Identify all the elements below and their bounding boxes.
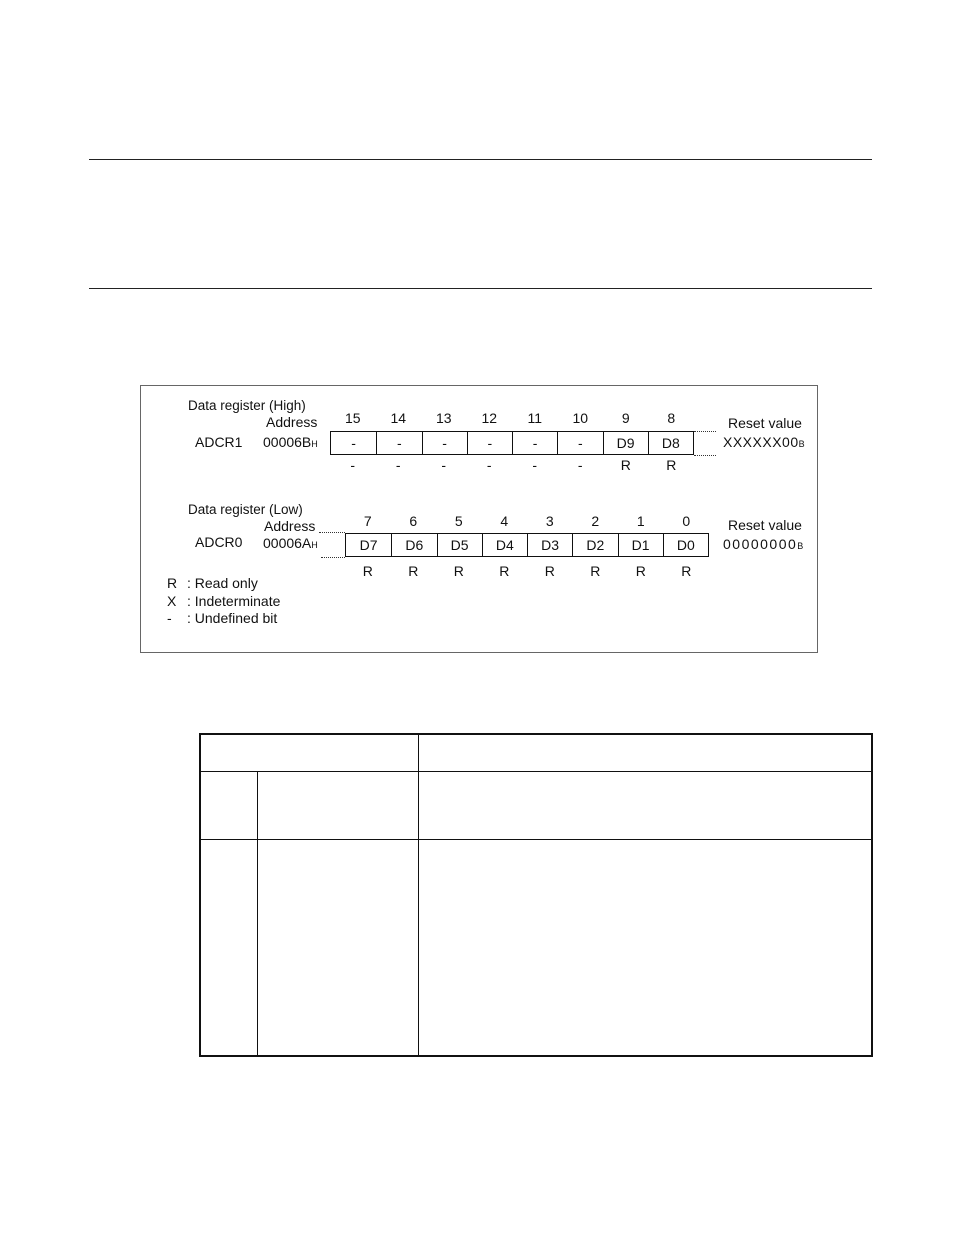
high-register-trail-bottom [694, 455, 716, 456]
high-reset-main: XXXXXX00 [723, 434, 799, 450]
bit-number: 15 [344, 410, 361, 426]
bit-cell: D5 [437, 534, 482, 556]
bit-number: 9 [621, 410, 630, 426]
high-register-name: ADCR1 [195, 434, 243, 450]
bit-number: 11 [527, 410, 543, 426]
bit-number: 8 [667, 410, 676, 426]
legend-key: - [167, 610, 172, 626]
bit-cell: - [351, 435, 356, 451]
table-header-row [200, 734, 872, 771]
bit-cell: D4 [482, 534, 527, 556]
section-rule [89, 288, 872, 289]
table-header-cell [200, 734, 418, 771]
high-address-main: 00006B [263, 434, 312, 450]
low-reset-suffix: B [797, 541, 805, 551]
bit-cell: D6 [391, 534, 436, 556]
low-address-label: Address [264, 518, 316, 534]
table-cell [257, 771, 418, 839]
access-mark: - [395, 457, 401, 473]
bit-description-table [199, 733, 873, 1057]
legend-item [167, 610, 277, 626]
bit-cell: - [422, 432, 467, 454]
low-reset-main: 00000000 [723, 536, 798, 552]
legend-key: R [167, 575, 178, 591]
top-rule [89, 159, 872, 160]
low-register-bits [345, 533, 709, 557]
access-mark: - [577, 457, 583, 473]
table-cell [200, 771, 257, 839]
access-mark: - [532, 457, 538, 473]
high-address-value [263, 434, 318, 450]
legend-item [167, 593, 280, 609]
table-cell [200, 839, 257, 1056]
bit-number: 2 [591, 513, 600, 529]
bit-cell: - [376, 432, 421, 454]
bit-cell: D0 [663, 534, 708, 556]
bit-number: 13 [435, 410, 452, 426]
table-cell [257, 839, 418, 1056]
table-header-cell [418, 734, 872, 771]
bit-cell: D3 [527, 534, 572, 556]
high-reset-label: Reset value [728, 415, 802, 431]
high-bit-numbers [330, 410, 694, 426]
bit-number: 5 [454, 513, 463, 529]
bit-cell: D1 [618, 534, 663, 556]
access-mark: R [635, 563, 646, 579]
bit-number: 4 [500, 513, 509, 529]
legend-text: : Indeterminate [187, 593, 281, 609]
bit-cell: - [512, 432, 557, 454]
low-bit-numbers [345, 513, 709, 529]
legend-item [167, 575, 258, 591]
register-figure [140, 385, 818, 653]
table-cell [418, 771, 872, 839]
low-register-name: ADCR0 [195, 534, 243, 550]
access-mark: R [681, 563, 692, 579]
bit-cell: D7 [359, 537, 378, 553]
low-access [345, 563, 709, 579]
legend-text: : Read only [187, 575, 258, 591]
bit-cell: - [467, 432, 512, 454]
access-mark: - [350, 457, 356, 473]
bit-number: 10 [572, 410, 589, 426]
low-address-leader [319, 532, 345, 533]
access-mark: R [499, 563, 510, 579]
low-address-main: 00006A [263, 535, 312, 551]
bit-number: 1 [636, 513, 645, 529]
low-reset-value [723, 536, 805, 552]
access-mark: R [408, 563, 419, 579]
bit-cell: D2 [572, 534, 617, 556]
access-mark: R [362, 563, 373, 579]
access-mark: R [544, 563, 555, 579]
access-mark: R [453, 563, 464, 579]
bit-number: 0 [682, 513, 691, 529]
access-mark: - [486, 457, 492, 473]
table-row [200, 771, 872, 839]
high-access [330, 457, 694, 473]
bit-number: 12 [481, 410, 498, 426]
bit-number: 7 [363, 513, 372, 529]
access-mark: R [666, 457, 677, 473]
low-register-title: Data register (Low) [188, 502, 303, 517]
access-mark: R [620, 457, 631, 473]
low-address-suffix: H [311, 540, 318, 550]
access-mark: - [441, 457, 447, 473]
access-mark: R [590, 563, 601, 579]
low-reset-label: Reset value [728, 517, 802, 533]
high-address-label: Address [266, 414, 318, 430]
high-reset-value [723, 434, 805, 450]
bit-cell: - [557, 432, 602, 454]
high-address-suffix: H [311, 439, 318, 449]
legend-text: : Undefined bit [187, 610, 278, 626]
low-address-value [263, 535, 318, 551]
low-register-lead-bottom [321, 557, 345, 558]
bit-number: 6 [409, 513, 418, 529]
high-reset-suffix: B [798, 439, 806, 449]
bit-number: 14 [390, 410, 407, 426]
bit-cell: D9 [603, 432, 648, 454]
table-cell [418, 839, 872, 1056]
high-register-title: Data register (High) [188, 398, 306, 413]
bit-number: 3 [545, 513, 554, 529]
table-row [200, 839, 872, 1056]
bit-cell: D8 [648, 432, 693, 454]
legend-key: X [167, 593, 177, 609]
high-register-bits [330, 431, 694, 455]
high-register-trail-top [694, 431, 716, 432]
